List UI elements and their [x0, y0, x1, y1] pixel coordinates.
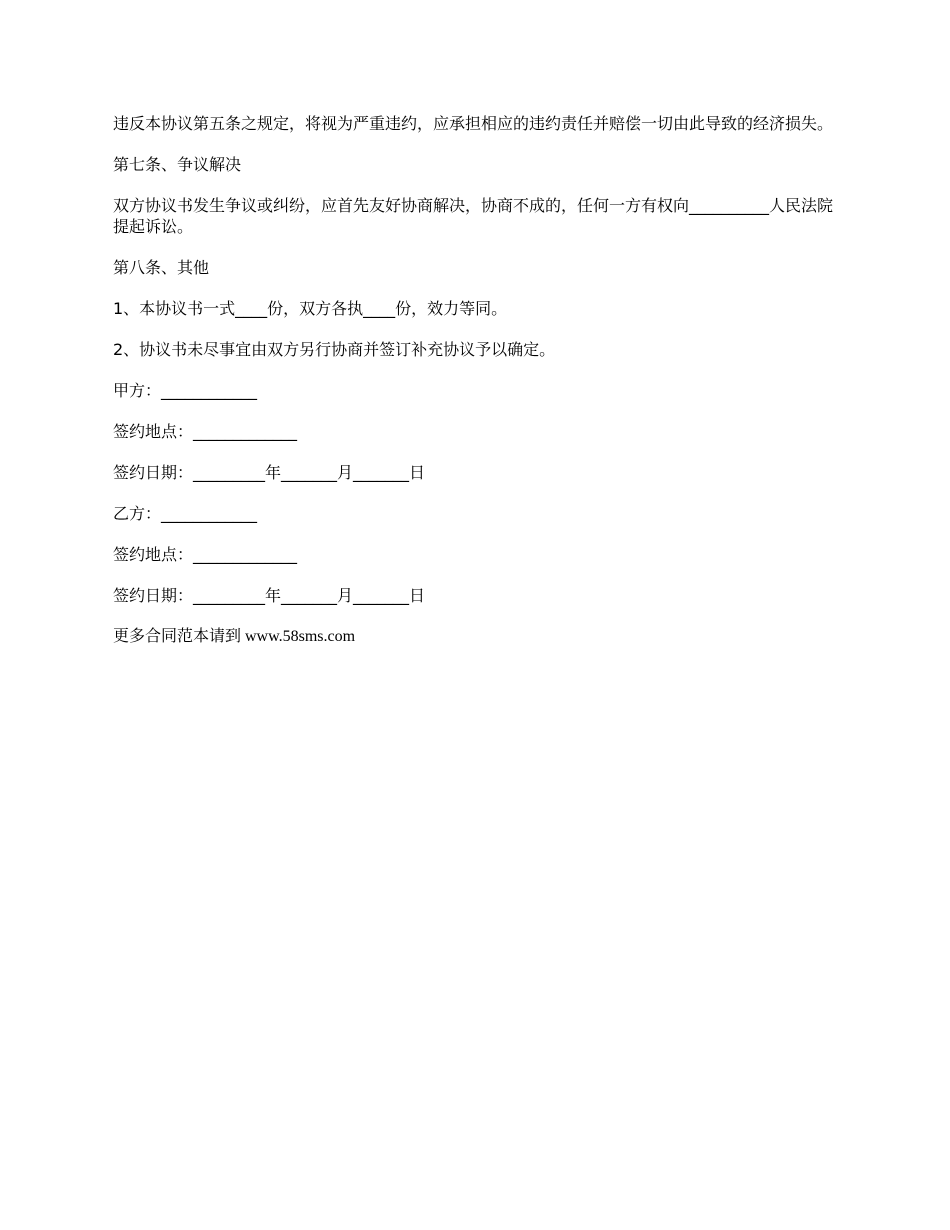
party-b-signing-date: 签约日期：_________年_______月_______日 [113, 586, 426, 605]
breach-clause-paragraph: 违反本协议第五条之规定，将视为严重违约，应承担相应的违约责任并赔偿一切由此导致的经济损失。 [113, 114, 834, 133]
document-body [113, 113, 837, 667]
dispute-resolution-paragraph: 双方协议书发生争议或纠纷，应首先友好协商解决，协商不成的，任何一方有权向__________人民法院提起诉讼。 [113, 196, 834, 236]
supplementary-clause: 2、协议书未尽事宜由双方另行协商并签订补充协议予以确定。 [113, 340, 556, 359]
article-8-heading: 第八条、其他 [113, 258, 210, 277]
party-a-signing-date: 签约日期：_________年_______月_______日 [113, 463, 426, 482]
party-a-signature: 甲方：____________ [113, 381, 258, 400]
party-a-signing-place: 签约地点：_____________ [113, 422, 298, 441]
party-b-signature: 乙方：____________ [113, 504, 258, 523]
article-7-heading: 第七条、争议解决 [113, 155, 242, 174]
footer-website-note: 更多合同范本请到 www.58sms.com [113, 628, 356, 645]
copies-clause: 1、本协议书一式____份，双方各执____份，效力等同。 [113, 299, 508, 318]
party-b-signing-place: 签约地点：_____________ [113, 545, 298, 564]
